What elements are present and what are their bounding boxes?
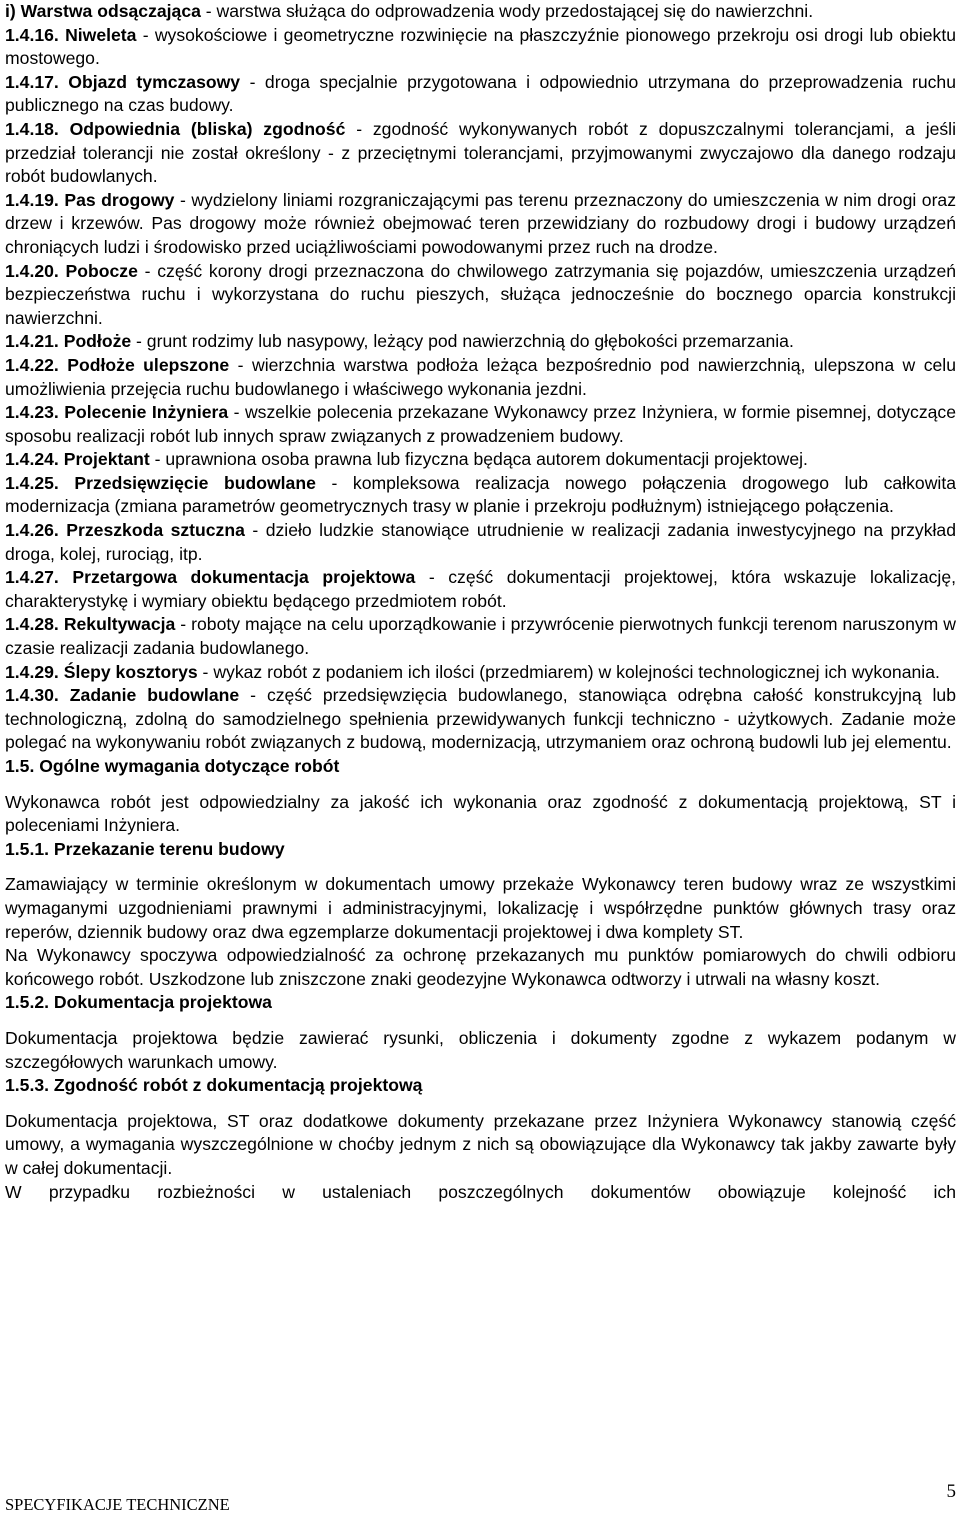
definition-number: 1.4.27. [5, 567, 59, 588]
definition-text: warstwa służąca do odprowadzenia wody przedostającej się do nawierzchni. [216, 1, 814, 21]
definition-text: wysokościowe i geometryczne rozwinięcie na płaszczyźnie pionowego przekroju osi drogi lub obiektu mostowego. [5, 24, 956, 69]
body-paragraph: Dokumentacja projektowa będzie zawierać rysunki, obliczenia i dokumenty zgodne z wykazem podanym w szczegółowych warunkach umowy. [5, 1027, 956, 1072]
definition-term: Odpowiednia (bliska) zgodność [69, 118, 346, 139]
definition-text: wydzielony liniami rozgraniczającymi pas terenu przeznaczony do umieszczenia w nim drogi oraz drzew i krzewów. Pas drogowy może również obejmować teren przewidziany do rozbudowy drogi i budowy urządzeń chroniących ludzi i środowisko przed uciążliwościami powodowanymi przez ruch na drodze. [5, 189, 957, 257]
body-paragraph: Zamawiający w terminie określonym w dokumentach umowy przekaże Wykonawcy teren budowy wraz ze wszystkimi wymaganymi uzgodnieniami prawnymi i administracyjnymi, lokalizację i współrzędne punktów głównych trasy oraz reperów, dziennik budowy oraz dwa egzemplarze dokumentacji projektowej i dwa komplety ST. [5, 874, 956, 942]
definition-paragraph [5, 613, 956, 660]
definition-text: część korony drogi przeznaczona do chwilowego zatrzymania się pojazdów, umieszczenia urządzeń bezpieczeństwa ruchu i wykorzystana do ruchu pieszych, służąca jednocześnie do bocznego oparcia konstrukcji nawierzchni. [5, 260, 957, 328]
footer-title: SPECYFIKACJE TECHNICZNE [5, 1495, 230, 1514]
definition-term: Pobocze [65, 260, 138, 281]
definition-number: 1.4.30. [5, 685, 59, 706]
definition-paragraph [5, 330, 956, 354]
definition-separator: - [136, 24, 155, 45]
definition-number: i) [5, 1, 16, 21]
spacer [5, 1015, 956, 1027]
definition-paragraph [5, 189, 956, 260]
definition-number: 1.4.29. [5, 661, 59, 682]
section-heading: 1.5.2. Dokumentacja projektowa [5, 992, 272, 1013]
body-paragraph: Dokumentacja projektowa, ST oraz dodatkowe dokumenty przekazane przez Inżyniera Wykonawcy stanowią część umowy, a wymagania wyszczególnione w choćby jednym z nich są obowiązujące dla Wykonawcy tak jakby zawarte były w całej dokumentacji. [5, 1110, 956, 1178]
definition-number: 1.4.21. [5, 331, 59, 352]
definition-separator: - [229, 354, 252, 375]
definition-paragraph [5, 566, 956, 613]
body-paragraph: W przypadku rozbieżności w ustaleniach poszczególnych dokumentów obowiązuje kolejność ich [5, 1181, 956, 1202]
definition-text: dzieło ludzkie stanowiące utrudnienie w realizacji zadania inwestycyjnego na przykład droga, kolej, rurociąg, itp. [5, 520, 957, 564]
definition-text: wierzchnia warstwa podłoża leżąca bezpośrednio pod nawierzchnią, ulepszona w celu umożliwienia przejęcia ruchu budowlanego i właściwego wykonania jezdni. [5, 354, 956, 399]
definition-separator: - [197, 661, 214, 682]
definition-paragraph [5, 24, 956, 71]
definition-term: Przetargowa dokumentacja projektowa [72, 567, 416, 588]
definition-separator: - [175, 614, 192, 635]
definition-term: Podłoże [63, 331, 132, 352]
definition-term: Przedsięwzięcie budowlane [74, 472, 316, 493]
definition-number: 1.4.16. [5, 24, 59, 45]
body-paragraph: Na Wykonawcy spoczywa odpowiedzialność za ochronę przekazanych mu punktów pomiarowych do chwili odbioru końcowego robót. Uszkodzone lub zniszczone znaki geodezyjne Wykonawca odtworzy i utrwali na własny koszt. [5, 945, 956, 989]
definition-number: 1.4.19. [5, 189, 59, 210]
definition-separator: - [345, 118, 373, 139]
definition-text: uprawniona osoba prawna lub fizyczna będąca autorem dokumentacji projektowej. [165, 449, 808, 470]
definition-text: wykaz robót z podaniem ich ilości (przedmiarem) w kolejności technologicznej ich wykonania. [213, 661, 940, 682]
definition-paragraph [5, 661, 956, 685]
definition-number: 1.4.22. [5, 354, 59, 375]
definition-separator: - [415, 567, 449, 588]
section-heading: 1.5. Ogólne wymagania dotyczące robót [5, 756, 340, 776]
definition-separator: - [131, 331, 147, 352]
definition-number: 1.4.28. [5, 614, 59, 635]
definition-paragraph [5, 260, 956, 331]
definition-separator: - [200, 1, 217, 21]
definition-paragraph [5, 0, 956, 24]
definition-term: Objazd tymczasowy [68, 71, 241, 92]
definition-separator: - [149, 449, 166, 470]
definition-paragraph [5, 472, 956, 519]
definition-number: 1.4.24. [5, 449, 59, 470]
definition-separator: - [239, 685, 267, 706]
definition-term: Pas drogowy [64, 189, 175, 210]
definition-paragraph [5, 684, 956, 755]
definition-paragraph [5, 401, 956, 448]
definition-separator: - [228, 402, 245, 423]
definition-text: grunt rodzimy lub nasypowy, leżący pod nawierzchnią do głębokości przemarzania. [146, 331, 794, 352]
definition-separator: - [174, 189, 192, 210]
definition-term: Projektant [63, 449, 150, 470]
spacer [5, 1098, 956, 1110]
document-body [5, 0, 956, 1204]
definition-term: Przeszkoda sztuczna [66, 520, 245, 541]
definition-number: 1.4.23. [5, 402, 59, 423]
definition-number: 1.4.17. [5, 71, 59, 92]
spacer [5, 861, 956, 873]
definition-term: Warstwa odsączająca [20, 1, 201, 21]
definition-number: 1.4.20. [5, 260, 59, 281]
definition-term: Ślepy kosztorys [63, 661, 198, 682]
definition-paragraph [5, 354, 956, 401]
definition-separator: - [137, 260, 158, 281]
definition-text: roboty mające na celu uporządkowanie i przywrócenie pierwotnych funkcji terenom naruszonym w czasie realizacji zadania budowlanego. [5, 614, 956, 659]
definition-separator: - [315, 472, 353, 493]
definition-text: kompleksowa realizacja nowego połączenia drogowego lub całkowita modernizacja (zmiana parametrów geometrycznych trasy w planie i przekroju podłużnym) istniejącego połączenia. [5, 472, 956, 517]
body-paragraph: Wykonawca robót jest odpowiedzialny za jakość ich wykonania oraz zgodność z dokumentacją projektową, ST i poleceniami Inżyniera. [5, 791, 956, 836]
definition-paragraph [5, 118, 956, 189]
definition-paragraph [5, 448, 956, 472]
definition-term: Zadanie budowlane [69, 685, 240, 706]
definition-text: zgodność wykonywanych robót z dopuszczalnymi tolerancjami, a jeśli przedział tolerancji nie został określony - z przeciętnymi tolerancjami, przyjmowanymi zwyczajowo dla danego rodzaju robót budowlanych. [5, 118, 957, 187]
definition-text: droga specjalnie przygotowana i odpowiednio utrzymana do przeprowadzenia ruchu publicznego na czas budowy. [5, 71, 956, 116]
section-heading: 1.5.3. Zgodność robót z dokumentacją projektową [5, 1075, 423, 1096]
definition-separator: - [244, 520, 266, 541]
definition-number: 1.4.25. [5, 472, 59, 493]
definition-term: Rekultywacja [63, 614, 176, 635]
definition-text: część przedsięwzięcia budowlanego, stanowiąca odrębna całość konstrukcyjną lub technologiczną, zdolną do samodzielnego spełnienia przewidywanych funkcji techniczno - użytkowych. Zadanie może polegać na wykonywaniu robót związanych z budową, modernizacją, utrzymaniem oraz ochroną budowli lub jej elementu. [5, 685, 957, 753]
definition-term: Polecenie Inżyniera [64, 402, 229, 423]
spacer [5, 779, 956, 791]
section-heading: 1.5.1. Przekazanie terenu budowy [5, 838, 285, 859]
definition-paragraph [5, 519, 956, 566]
definition-text: wszelkie polecenia przekazane Wykonawcy przez Inżyniera, w formie pisemnej, dotyczące sposobu realizacji robót lub innych spraw związanych z prowadzeniem budowy. [5, 402, 957, 446]
definition-text: część dokumentacji projektowej, która wskazuje lokalizację, charakterystykę i wymiary obiektu będącego przedmiotem robót. [5, 567, 957, 611]
page-number: 5 [946, 1481, 956, 1502]
definition-term: Niweleta [65, 24, 137, 45]
definition-paragraph [5, 71, 956, 118]
definition-number: 1.4.18. [5, 118, 59, 139]
definition-term: Podłoże ulepszone [67, 354, 230, 375]
definition-separator: - [240, 71, 265, 92]
definition-number: 1.4.26. [5, 520, 59, 541]
